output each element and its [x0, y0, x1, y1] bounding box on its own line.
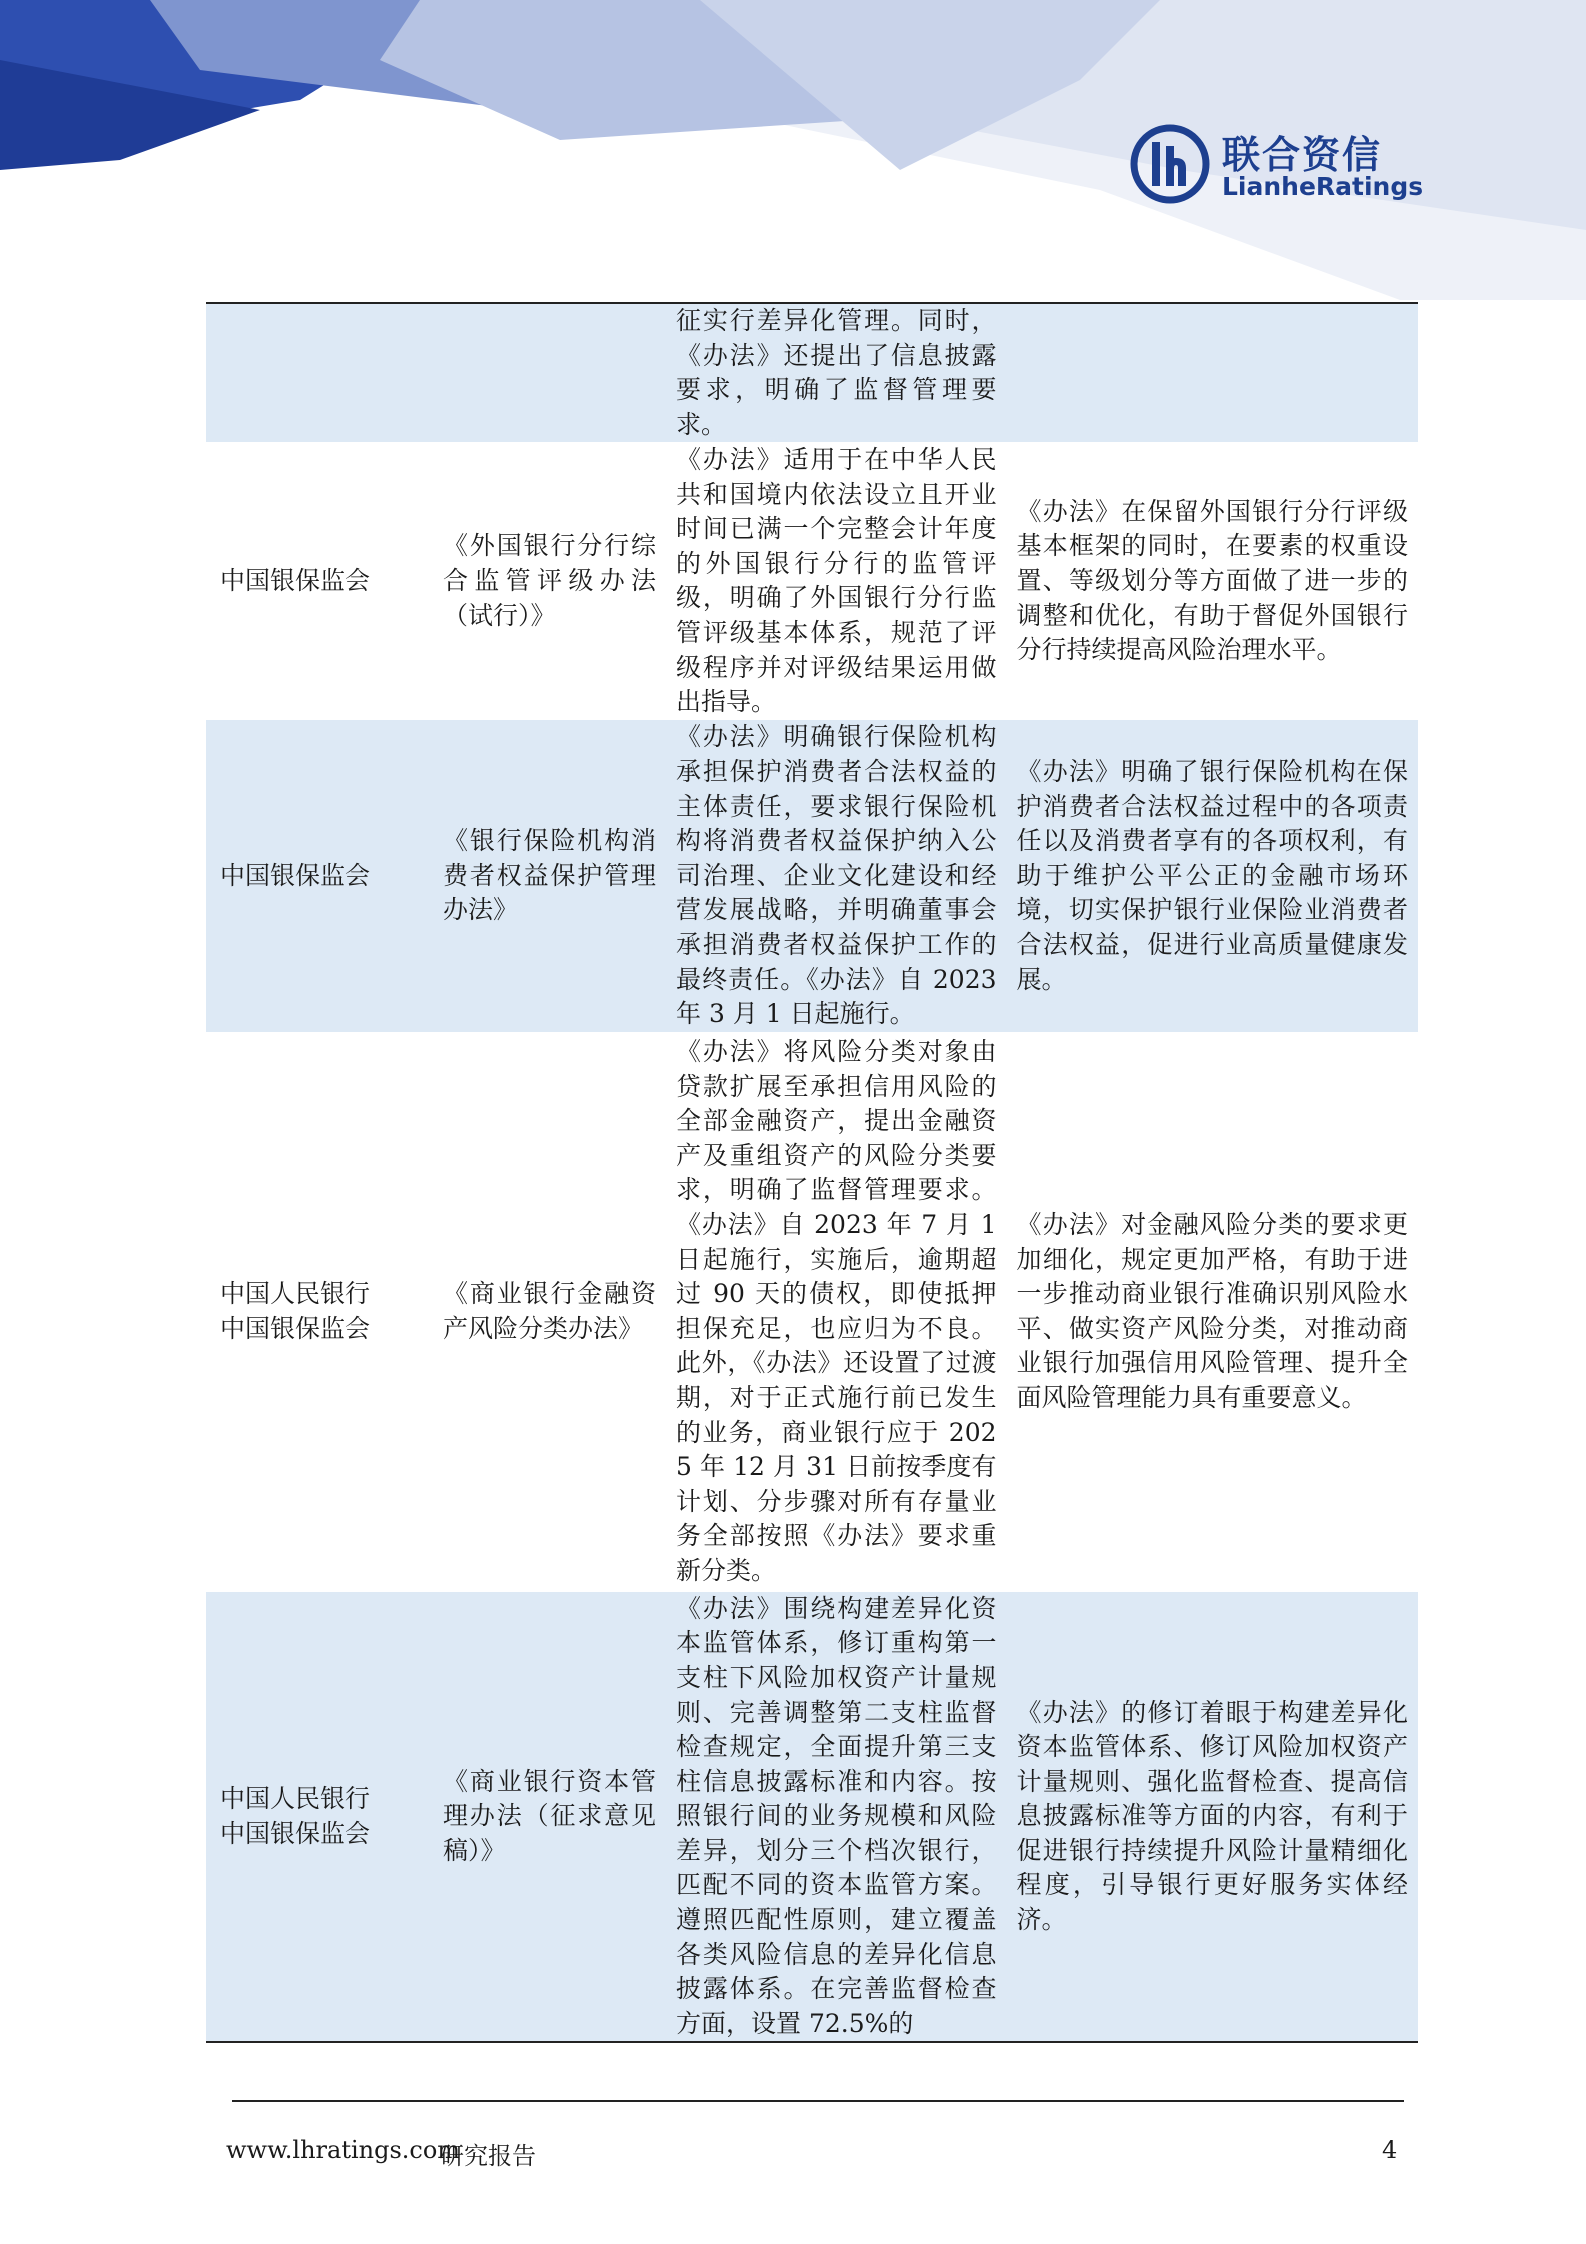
issuing-authority-cell: 中国银保监会	[206, 720, 433, 1031]
footer-divider	[232, 2100, 1404, 2102]
table-row	[206, 442, 1418, 720]
issuing-authority-cell: 中国银保监会	[220, 566, 371, 596]
regulation-table	[206, 302, 1418, 2043]
main-content-cell: 《办法》适用于在中华人民共和国境内依法设立且开业时间已满一个完整会计年度的外国银行分行的监管评级，明确了外国银行分行监管评级基本体系，规范了评级程序并对评级结果运用做出指导。	[676, 445, 997, 717]
issuing-authority-cell	[206, 303, 433, 442]
company-logo	[1130, 122, 1424, 208]
page-number: 4	[1382, 2136, 1398, 2164]
impact-cell	[1007, 303, 1418, 442]
footer-website-link[interactable]: www.lhratings.com	[226, 2136, 461, 2164]
regulation-name-cell: 《银行保险机构消费者权益保护管理办法》	[433, 720, 666, 1031]
logo-name-en: LianheRatings	[1222, 172, 1424, 201]
main-content-cell: 征实行差异化管理。同时，《办法》还提出了信息披露要求，明确了监督管理要求。	[666, 303, 1006, 442]
footer-report-label: 研究报告	[440, 2142, 536, 2170]
main-content-cell: 《办法》明确银行保险机构承担保护消费者合法权益的主体责任，要求银行保险机构将消费者权益保护纳入公司治理、企业文化建设和经营发展战略，并明确董事会承担消费者权益保护工作的最终责任。《办法》自 2023 年 3 月 1 日起施行。	[666, 720, 1006, 1031]
table-row	[206, 1032, 1418, 1592]
impact-cell: 《办法》对金融风险分类的要求更加细化，规定更加严格，有助于进一步推动商业银行准确识别风险水平、做实资产风险分类，对推动商业银行加强信用风险管理、提升全面风险管理能力具有重要意义。	[1016, 1209, 1408, 1412]
issuing-authority-cell: 中国人民银行 中国银保监会	[220, 1279, 371, 1343]
main-content-cell: 《办法》将风险分类对象由贷款扩展至承担信用风险的全部金融资产，提出金融资产及重组资产的风险分类要求，明确了监督管理要求。《办法》自 2023 年 7 月 1 日起施行，实施后，逾期超过 90 天的债权，即使抵押担保充足，也应归为不良。此外，《办法》还设置了过渡期，对于正式施行前已发生的业务，商业银行应于 2025 年 12 月 31 日前按季度有计划、分步骤对所有存量业务全部按照《办法》要求重新分类。	[676, 1036, 997, 1585]
regulation-name-cell	[433, 303, 666, 442]
impact-cell: 《办法》明确了银行保险机构在保护消费者合法权益过程中的各项责任以及消费者享有的各项权利，有助于维护公平公正的金融市场环境，切实保护银行业保险业消费者合法权益，促进行业高质量健康发展。	[1007, 720, 1418, 1031]
table-row	[206, 720, 1418, 1031]
table-row	[206, 1592, 1418, 2043]
lianhe-logo-icon	[1130, 124, 1210, 204]
regulation-name-cell: 《外国银行分行综合监管评级办法（试行）》	[442, 531, 657, 630]
main-content-cell: 《办法》围绕构建差异化资本监管体系，修订重构第一支柱下风险加权资产计量规则、完善调整第二支柱监督检查规定，全面提升第三支柱信息披露标准和内容。按照银行间的业务规模和风险差异，划分三个档次银行，匹配不同的资本监管方案。遵照匹配性原则，建立覆盖各类风险信息的差异化信息披露体系。在完善监督检查方面，设置 72.5%的	[666, 1592, 1006, 2043]
impact-cell: 《办法》在保留外国银行分行评级基本框架的同时，在要素的权重设置、等级划分等方面做了进一步的调整和优化，有助于督促外国银行分行持续提高风险治理水平。	[1016, 496, 1408, 665]
impact-cell: 《办法》的修订着眼于构建差异化资本监管体系、修订风险加权资产计量规则、强化监督检查、提高信息披露标准等方面的内容，有利于促进银行持续提升风险计量精细化程度，引导银行更好服务实体经济。	[1007, 1592, 1418, 2043]
regulation-name-cell: 《商业银行资本管理办法（征求意见稿）》	[433, 1592, 666, 2043]
issuing-authority-cell: 中国人民银行 中国银保监会	[206, 1592, 433, 2043]
logo-name-cn: 联合资信	[1222, 133, 1383, 177]
regulation-name-cell: 《商业银行金融资产风险分类办法》	[442, 1279, 657, 1343]
table-row	[206, 303, 1418, 442]
